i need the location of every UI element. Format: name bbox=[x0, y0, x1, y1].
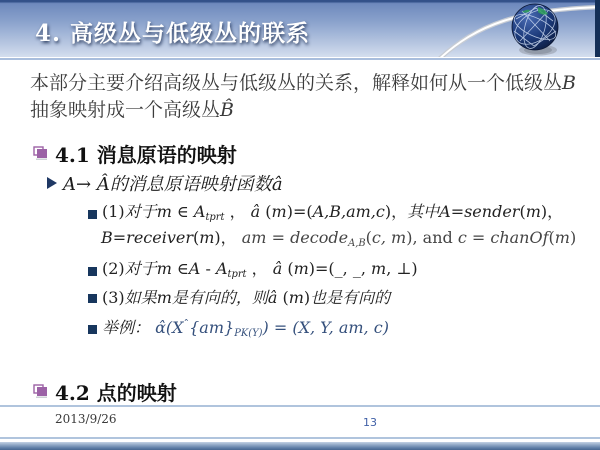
footer-divider-top bbox=[0, 405, 600, 407]
section-41-heading-row bbox=[33, 139, 237, 168]
slide-title: 4. 高级丛与低级丛的联系 bbox=[35, 20, 311, 47]
bottom-edge-bar bbox=[0, 442, 600, 450]
page-number: 13 bbox=[363, 416, 377, 429]
cascade-square-icon bbox=[33, 146, 49, 161]
list-item-example-text: 举例： $\alphâ(X^ˆ\{am\}PK(Y)) = (X$, Y, am, c) bbox=[102, 318, 389, 339]
section-42-heading: 4.2 点的映射 bbox=[55, 381, 177, 405]
square-bullet-icon bbox=[88, 210, 97, 219]
list-item-1-continuation bbox=[101, 227, 576, 255]
header-right-edge-strip bbox=[595, 0, 600, 57]
cascade-square-icon bbox=[33, 384, 49, 399]
list-item-2-text: (2)对于m ∈A - $A_{tprt}$ ， â (m)=(_, _, m, ⊥) bbox=[102, 259, 418, 280]
list-item-example bbox=[88, 314, 389, 345]
section-41-heading: 4.1 消息原语的映射 bbox=[55, 143, 237, 167]
list-item-1 bbox=[88, 201, 563, 229]
section-42-heading-row bbox=[33, 377, 177, 406]
arrow-bullet-icon bbox=[47, 177, 57, 189]
list-item-3-text: (3)如果m是有向的，则â (m)也是有向的 bbox=[102, 288, 391, 307]
list-item-1-continuation-text: B=receiver(m)， am = decodeA,B(c, m), and c = chanOf(m) bbox=[101, 228, 577, 249]
square-bullet-icon bbox=[88, 325, 97, 334]
sub-bullet-row bbox=[47, 170, 283, 196]
square-bullet-icon bbox=[88, 294, 97, 303]
list-item-2 bbox=[88, 258, 418, 286]
header-divider bbox=[0, 58, 600, 60]
header-bar bbox=[0, 0, 600, 57]
globe-network-icon bbox=[508, 1, 564, 57]
footer-date: 2013/9/26 bbox=[55, 412, 117, 426]
sub-bullet-text: A→ Â的消息原语映射函数â bbox=[63, 174, 283, 195]
list-item-3 bbox=[88, 287, 390, 309]
intro-paragraph: 本部分主要介绍高级丛与低级丛的关系，解释如何从一个低级丛B抽象映射成一个高级丛B̂ bbox=[30, 72, 576, 121]
list-item-1-text: (1)对于m ∈ $A_{tprt}$ ， â (m)=(A,B,am,c)，其中A=sender(m)， bbox=[102, 202, 564, 223]
footer-divider-bottom bbox=[0, 437, 600, 439]
square-bullet-icon bbox=[88, 267, 97, 276]
